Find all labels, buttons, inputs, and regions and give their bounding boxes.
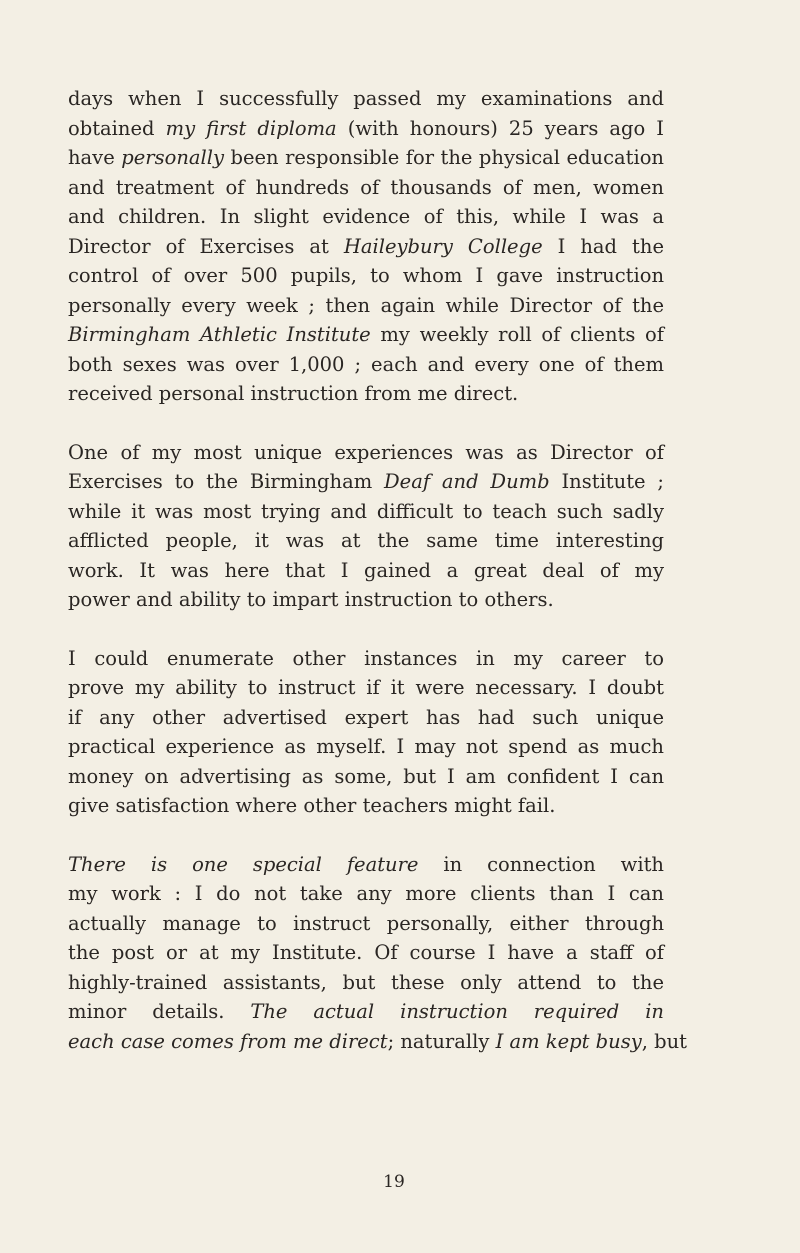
text-run: I could enumerate other instances in my career to xyxy=(68,646,664,670)
text-run: give satisfaction where other teachers might fail. xyxy=(68,794,556,817)
text-run: both sexes was over 1,000 ; each and every one of them xyxy=(68,352,664,376)
text-run: money on advertising as some, but I am confident I can xyxy=(68,764,664,788)
italic-text: There is one special feature xyxy=(68,852,419,876)
text-line xyxy=(68,350,664,380)
text-run: days when I successfully passed my examinations and xyxy=(68,87,664,110)
text-line xyxy=(68,526,664,556)
text-run: the post or at my Institute. Of course I have a staff of xyxy=(68,941,664,964)
text-run: in connection with xyxy=(418,852,664,876)
text-line xyxy=(68,114,664,144)
text-run: Director of Exercises at xyxy=(68,234,344,258)
text-line xyxy=(68,173,664,203)
text-run: work. It was here that I gained a great deal of my xyxy=(68,558,664,582)
italic-text: Birmingham Athletic Institute xyxy=(68,323,371,346)
paragraph xyxy=(68,84,664,409)
italic-text: my first diploma xyxy=(165,116,337,140)
text-line xyxy=(68,379,664,409)
text-run: power and ability to impart instruction to others. xyxy=(68,588,554,611)
text-line xyxy=(68,1027,687,1057)
text-line xyxy=(68,556,664,586)
text-line xyxy=(68,438,664,468)
text-line xyxy=(68,673,664,703)
text-run: while it was most trying and difficult to teach such sadly xyxy=(68,499,664,523)
text-run: ; naturally xyxy=(387,1029,496,1053)
text-line xyxy=(68,202,664,232)
text-line xyxy=(68,232,664,262)
text-run: I had the xyxy=(542,234,664,258)
text-run: Exercises to the Birmingham xyxy=(68,470,385,493)
text-line xyxy=(68,585,664,615)
text-run: , but xyxy=(641,1029,687,1053)
text-run: One of my most unique experiences was as Director of xyxy=(68,440,664,464)
text-run: control of over 500 pupils, to whom I gave instruction xyxy=(68,264,664,287)
text-run: practical experience as myself. I may not spend as much xyxy=(68,735,664,758)
text-line xyxy=(68,850,664,880)
italic-text: Deaf and Dumb xyxy=(384,470,550,493)
text-line xyxy=(68,497,664,527)
paragraph xyxy=(68,850,687,1057)
text-line xyxy=(68,938,664,968)
italic-text: personally xyxy=(121,146,224,169)
text-line xyxy=(68,644,664,674)
page-number: 19 xyxy=(383,1172,405,1192)
text-run: my work : I do not take any more clients than I can xyxy=(68,882,664,905)
text-line xyxy=(68,261,664,291)
text-line xyxy=(68,291,664,321)
italic-text: Haileybury College xyxy=(343,234,543,258)
text-line xyxy=(68,791,664,821)
paragraph xyxy=(68,644,664,821)
text-run: personally every week ; then again while Director of the xyxy=(68,293,664,317)
text-line xyxy=(68,143,664,173)
text-run: if any other advertised expert has had such unique xyxy=(68,705,664,729)
text-line xyxy=(68,84,664,114)
text-run: (with honours) 25 years ago I xyxy=(336,116,665,140)
text-line xyxy=(68,703,664,733)
text-run: Institute ; xyxy=(549,470,664,493)
text-run: my weekly roll of clients of xyxy=(370,323,664,346)
body-text xyxy=(68,84,687,1056)
italic-text: I am kept busy xyxy=(495,1029,642,1053)
text-run: prove my ability to instruct if it were necessary. I doubt xyxy=(68,676,664,699)
paragraph-gap xyxy=(68,615,664,644)
text-run: and treatment of hundreds of thousands of men, women xyxy=(68,175,664,199)
text-run: received personal instruction from me direct. xyxy=(68,382,519,405)
text-run: been responsible for the physical education xyxy=(224,146,664,169)
text-line xyxy=(68,909,664,939)
paragraph xyxy=(68,438,664,615)
text-run: and children. In slight evidence of this, while I was a xyxy=(68,205,664,228)
text-run: actually manage to instruct personally, either through xyxy=(68,911,664,935)
italic-text: each case comes from me direct xyxy=(68,1029,388,1053)
text-line xyxy=(68,762,664,792)
paragraph-gap xyxy=(68,409,664,438)
text-line xyxy=(68,879,664,909)
text-line xyxy=(68,997,664,1027)
italic-text: The actual instruction required in xyxy=(250,1000,664,1023)
text-run: have xyxy=(68,146,122,169)
text-line xyxy=(68,732,664,762)
text-run: afflicted people, it was at the same time interesting xyxy=(68,529,664,552)
text-run: minor details. xyxy=(68,1000,251,1023)
text-line xyxy=(68,467,664,497)
text-run: highly-trained assistants, but these only attend to the xyxy=(68,970,664,994)
text-line xyxy=(68,320,664,350)
text-line xyxy=(68,968,664,998)
text-run: obtained xyxy=(68,116,166,140)
paragraph-gap xyxy=(68,821,664,850)
